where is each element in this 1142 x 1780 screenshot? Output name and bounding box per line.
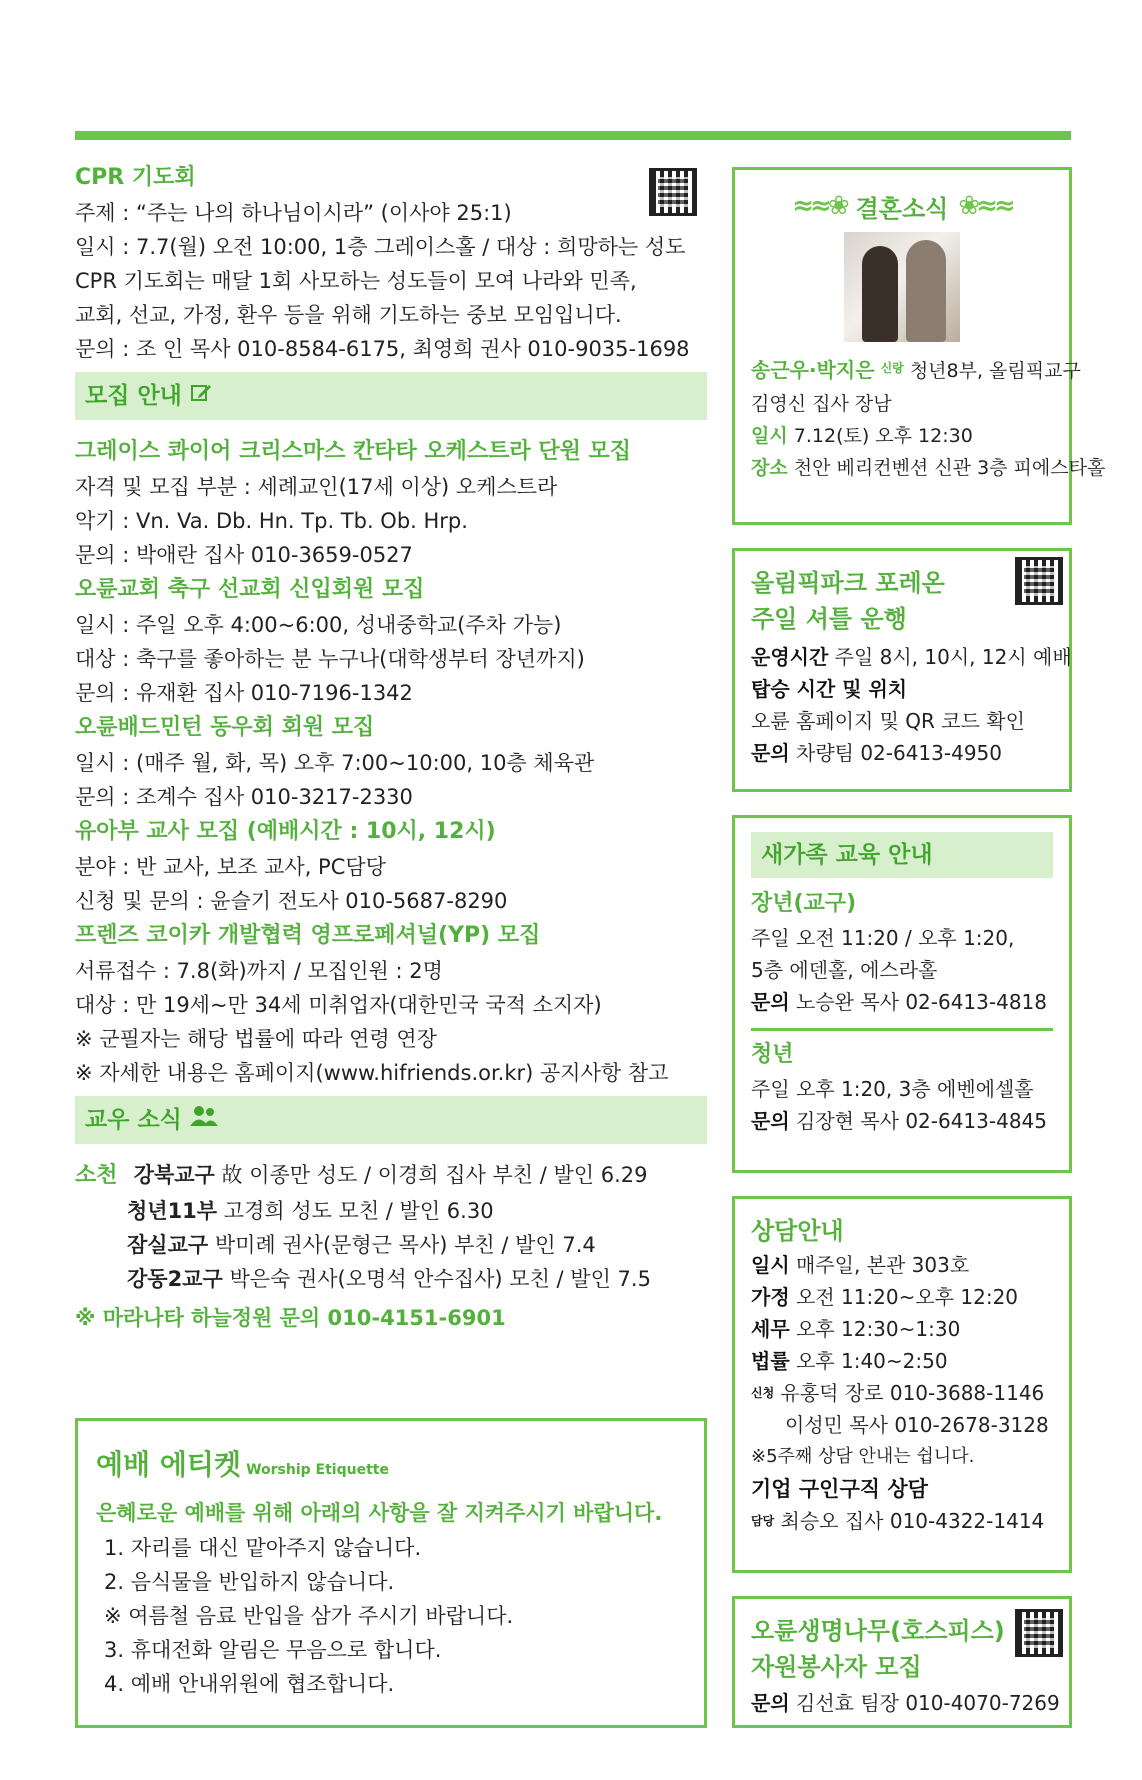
member-row [75,1228,707,1262]
counsel-note: ※5주째 상담 안내는 쉽니다. [751,1446,975,1467]
hospice-title: 오륜생명나무(호스피스) [751,1617,1005,1645]
etiquette-header [96,1443,686,1483]
member-group: 강북교구 [133,1163,215,1187]
newfamily-youth-line: 주일 오후 1:20, 3층 에벤에셀홀 [751,1077,1034,1101]
top-divider [75,131,1071,140]
wedding-group: 청년8부, 올림픽교구 [909,360,1081,382]
shuttle-contact-row [751,737,1053,769]
members-bar-label: 교우 소식 [85,1107,182,1133]
hospice-title: 자원봉사자 모집 [751,1653,922,1681]
recruit-title: 오륜교회 축구 선교회 신입회원 모집 [75,577,425,602]
newfamily-adult-title: 장년(교구) [751,891,857,916]
qr-code-icon[interactable] [1015,1609,1063,1657]
wedding-date: 7.12(토) 오후 12:30 [793,425,973,447]
newfamily-youth-contact: 김장현 목사 02-6413-4845 [796,1109,1047,1133]
newfamily-youth-title: 청년 [751,1042,794,1067]
left-column [75,160,707,1336]
wedding-place: 천안 베리컨벤션 신관 3층 피에스타홀 [793,457,1106,479]
counsel-job-label: 담당 [751,1514,775,1528]
wedding-place-row [751,452,1106,484]
recruit-line: 자격 및 모집 부분 : 세례교인(17세 이상) 오케스트라 [75,475,558,499]
member-text: 박은숙 권사(오명석 안수집사) 모친 / 발인 7.5 [229,1267,651,1291]
recruit-title: 그레이스 콰이어 크리스마스 칸타타 오케스트라 단원 모집 [75,439,632,464]
etiquette-item: ※ 여름철 음료 반입을 삼가 주시기 바랍니다. [104,1604,514,1628]
shuttle-contact-label: 문의 [751,741,790,765]
counsel-apply-row [751,1377,1053,1409]
shuttle-board-label: 탑승 시간 및 위치 [751,677,908,701]
recruit-line: ※ 군필자는 해당 법률에 따라 연령 연장 [75,1027,437,1051]
recruit-title: 프렌즈 코이카 개발협력 영프로페셔널(YP) 모집 [75,923,541,948]
wedding-box [732,167,1106,525]
shuttle-time-row [751,641,1072,673]
wedding-sup: 신랑 [880,361,904,375]
cpr-line: 일시 : 7.7(월) 오전 10:00, 1층 그레이스홀 / 대상 : 희망하는 성도 [75,235,686,259]
etiquette-item: 3. 휴대전화 알림은 무음으로 합니다. [104,1638,442,1662]
shuttle-contact: 차량팀 02-6413-4950 [796,741,1002,765]
member-row [75,1158,707,1194]
qr-code-icon[interactable] [1015,557,1063,605]
newfamily-bar: 새가족 교육 안내 [751,832,1053,878]
counsel-row-label: 세무 [751,1317,790,1341]
counsel-row [751,1249,1053,1281]
counsel-job-title: 기업 구인구직 상담 [751,1477,928,1501]
members-note: ※ 마라나타 하늘정원 문의 010-4151-6901 [75,1306,506,1330]
wedding-names-row [751,352,1081,388]
wedding-date-label: 일시 [751,425,788,447]
recruit-list [75,434,707,1090]
counsel-apply-label: 신청 [751,1386,775,1400]
newfamily-adult-line: 주일 오전 11:20 / 오후 1:20, [751,926,1015,950]
recruit-line: 신청 및 문의 : 윤슬기 전도사 010-5687-8290 [75,889,508,913]
recruit-line: 일시 : 주일 오후 4:00~6:00, 성내중학교(주차 가능) [75,613,562,637]
member-group: 잠실교구 [127,1233,209,1257]
member-row [75,1262,707,1296]
recruit-line: 대상 : 축구를 좋아하는 분 누구나(대학생부터 장년까지) [75,647,585,671]
newfamily-adult-contact-label: 문의 [751,990,790,1014]
cpr-title: CPR 기도회 [75,165,196,190]
counsel-box [732,1196,1072,1573]
counsel-title: 상담안내 [751,1217,844,1245]
shuttle-board: 오륜 홈페이지 및 QR 코드 확인 [751,709,1025,733]
member-row [75,1194,707,1228]
members-list [75,1158,707,1336]
recruit-bar [75,372,707,420]
etiquette-lead: 은혜로운 예배를 위해 아래의 사항을 잘 지켜주시기 바랍니다. [96,1501,663,1525]
newfamily-box [732,815,1072,1173]
recruit-line: 악기 : Vn. Va. Db. Hn. Tp. Tb. Ob. Hrp. [75,509,468,533]
edit-icon [190,372,212,420]
hospice-contact-row [751,1687,1060,1719]
hospice-contact-label: 문의 [751,1691,790,1715]
etiquette-box [75,1418,707,1728]
counsel-row-label: 가정 [751,1285,790,1309]
newfamily-adult-line: 5층 에덴홀, 에스라홀 [751,958,938,982]
hospice-contact: 김선효 팀장 010-4070-7269 [796,1691,1060,1715]
recruit-line: 대상 : 만 19세~만 34세 미취업자(대한민국 국적 소지자) [75,993,602,1017]
recruit-line: 서류접수 : 7.8(화)까지 / 모집인원 : 2명 [75,959,443,983]
newfamily-divider [751,1028,1053,1031]
recruit-line: 문의 : 박애란 집사 010-3659-0527 [75,543,413,567]
etiquette-subtitle: Worship Etiquette [246,1462,389,1478]
etiquette-list [96,1531,686,1701]
counsel-row [751,1345,1053,1377]
shuttle-time: 주일 8시, 10시, 12시 예배 [834,645,1072,669]
shuttle-box [732,548,1072,792]
recruit-line: 일시 : (매주 월, 화, 목) 오후 7:00~10:00, 10층 체육관 [75,751,595,775]
recruit-line: 문의 : 조계수 집사 010-3217-2330 [75,785,413,809]
cpr-line: 교회, 선교, 가정, 환우 등을 위해 기도하는 중보 모임입니다. [75,303,622,327]
counsel-row [751,1281,1053,1313]
wedding-header [751,184,1053,228]
members-bar [75,1096,707,1144]
people-icon [190,1096,218,1144]
counsel-apply: 이성민 목사 010-2678-3128 [785,1413,1049,1437]
cpr-line: 문의 : 조 인 목사 010-8584-6175, 최영희 권사 010-9035-1698 [75,337,690,361]
cpr-section [75,160,707,366]
counsel-row [751,1313,1053,1345]
shuttle-time-label: 운영시간 [751,645,829,669]
etiquette-item: 4. 예배 안내위원에 협조합니다. [104,1672,395,1696]
counsel-row-text: 오후 12:30~1:30 [796,1317,961,1341]
recruit-line: ※ 자세한 내용은 홈페이지(www.hifriends.or.kr) 공지사항 참고 [75,1061,669,1085]
recruit-title: 오륜배드민턴 동우회 회원 모집 [75,715,375,740]
counsel-row-label: 법률 [751,1349,790,1373]
members-label: 소천 [75,1163,118,1188]
counsel-row-text: 오후 1:40~2:50 [796,1349,948,1373]
wedding-photo [844,232,960,342]
wedding-place-label: 장소 [751,457,788,479]
swirl-right-icon: ❀≈≈ [958,191,1012,221]
hospice-box [732,1596,1072,1728]
newfamily-adult-contact-row [751,986,1053,1018]
member-group: 강동2교구 [127,1267,223,1291]
wedding-date-row [751,420,1053,452]
recruit-bar-label: 모집 안내 [85,383,182,409]
newfamily-adult-contact: 노승완 목사 02-6413-4818 [796,990,1047,1014]
etiquette-item: 1. 자리를 대신 맡아주지 않습니다. [104,1536,422,1560]
counsel-job-row [751,1505,1053,1537]
qr-code-icon[interactable] [649,168,697,216]
etiquette-title: 예배 에티켓 [96,1448,241,1481]
cpr-line: 주제 : “주는 나의 하나님이시라” (이사야 25:1) [75,201,512,225]
counsel-row-text: 오전 11:20~오후 12:20 [796,1285,1019,1309]
wedding-parent: 김영신 집사 장남 [751,393,892,415]
counsel-apply: 유홍덕 장로 010-3688-1146 [780,1381,1045,1405]
wedding-names: 송근우·박지은 [751,358,875,382]
newfamily-youth-contact-row [751,1105,1053,1137]
member-group: 청년11부 [127,1199,218,1223]
recruit-title: 유아부 교사 모집 (예배시간 : 10시, 12시) [75,819,496,844]
counsel-row-label: 일시 [751,1253,790,1277]
shuttle-title: 올림픽파크 포레온 [751,569,945,597]
recruit-line: 문의 : 유재환 집사 010-7196-1342 [75,681,413,705]
member-text: 故 이종만 성도 / 이경희 집사 부친 / 발인 6.29 [221,1163,648,1187]
recruit-line: 분야 : 반 교사, 보조 교사, PC담당 [75,855,386,879]
swirl-left-icon: ≈≈❀ [792,191,846,221]
counsel-job: 최승오 집사 010-4322-1414 [780,1509,1045,1533]
wedding-title: 결혼소식 [855,194,949,223]
member-text: 고경희 성도 모친 / 발인 6.30 [223,1199,494,1223]
counsel-row-text: 매주일, 본관 303호 [796,1253,970,1277]
cpr-line: CPR 기도회는 매달 1회 사모하는 성도들이 모여 나라와 민족, [75,269,637,293]
newfamily-youth-contact-label: 문의 [751,1109,790,1133]
etiquette-item: 2. 음식물을 반입하지 않습니다. [104,1570,395,1594]
shuttle-title: 주일 셔틀 운행 [751,605,907,633]
member-text: 박미례 권사(문형근 목사) 부친 / 발인 7.4 [214,1233,596,1257]
